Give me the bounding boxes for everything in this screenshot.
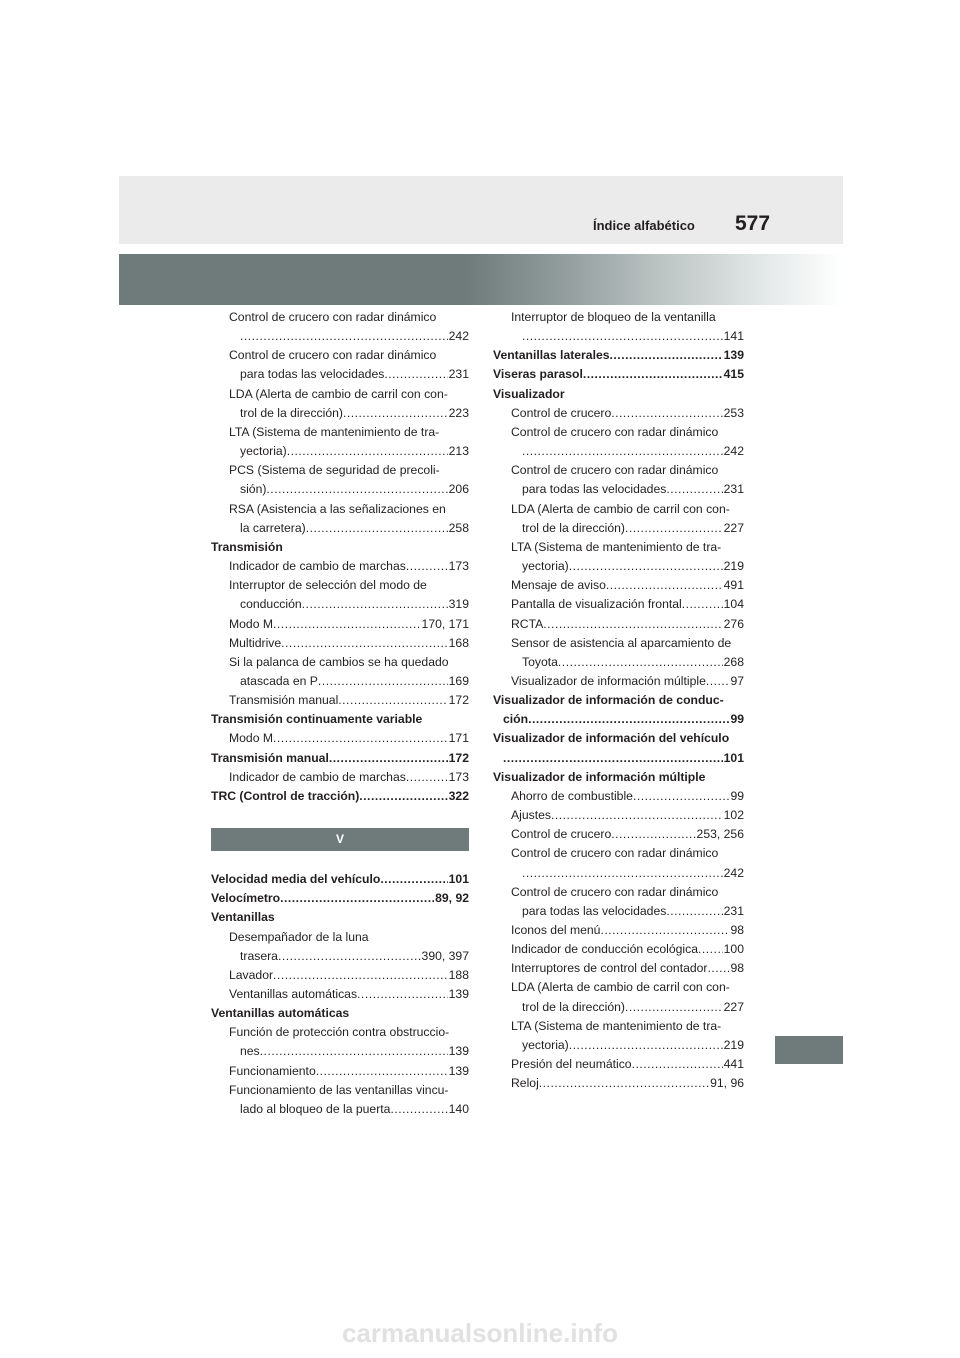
leader-dots xyxy=(698,940,723,959)
leader-dots xyxy=(503,749,723,768)
index-entry xyxy=(493,749,744,768)
leader-dots xyxy=(343,404,448,423)
index-entry xyxy=(211,768,469,787)
entry-page-number: 102 xyxy=(723,808,744,823)
index-entry xyxy=(493,308,744,327)
index-entry xyxy=(211,346,469,365)
entry-text: Interruptores de control del contador xyxy=(511,961,708,976)
index-entry xyxy=(493,940,744,959)
entry-text: LTA (Sistema de mantenimiento de tra- xyxy=(229,424,440,439)
entry-text: para todas las velocidades xyxy=(522,482,667,497)
leader-dots xyxy=(682,595,723,614)
leader-dots xyxy=(390,1100,447,1119)
index-entry xyxy=(211,691,469,710)
entry-text: Control de crucero con radar dinámico xyxy=(229,348,437,363)
entry-text: trol de la dirección) xyxy=(522,520,625,535)
leader-dots xyxy=(287,442,448,461)
entry-page-number: 101 xyxy=(448,872,469,887)
index-entry xyxy=(211,576,469,595)
index-entry xyxy=(211,889,469,908)
index-entry xyxy=(211,1023,469,1042)
entry-page-number: 141 xyxy=(723,329,744,344)
entry-page-number: 253 xyxy=(723,405,744,420)
entry-text: Función de protección contra obstruccio- xyxy=(229,1025,450,1040)
index-column-left xyxy=(211,308,469,1119)
entry-page-number: 415 xyxy=(723,367,744,382)
entry-text: Ventanillas laterales xyxy=(493,348,610,363)
index-entry xyxy=(493,902,744,921)
leader-dots xyxy=(543,615,722,634)
entry-page-number: 139 xyxy=(448,1044,469,1059)
index-entry xyxy=(493,365,744,384)
index-list xyxy=(211,308,469,806)
entry-text: LDA (Alerta de cambio de carril con con- xyxy=(511,501,730,516)
entry-text: LDA (Alerta de cambio de carril con con- xyxy=(229,386,448,401)
entry-text: trasera xyxy=(240,948,278,963)
entry-text: Indicador de conducción ecológica xyxy=(511,942,699,957)
entry-text: Control de crucero con radar dinámico xyxy=(511,463,719,478)
index-entry xyxy=(211,966,469,985)
index-entry xyxy=(211,327,469,346)
index-entry xyxy=(493,538,744,557)
entry-text: Sensor de asistencia al aparcamiento de xyxy=(511,635,732,650)
entry-page-number: 172 xyxy=(448,750,469,765)
entry-page-number: 139 xyxy=(448,987,469,1001)
leader-dots xyxy=(384,365,447,384)
entry-page-number: 171 xyxy=(448,731,469,746)
index-entry xyxy=(211,385,469,404)
index-entry xyxy=(493,691,744,710)
entry-text: Modo M xyxy=(229,616,274,631)
index-entry xyxy=(211,538,469,557)
entry-page-number: 231 xyxy=(723,482,744,497)
index-entry xyxy=(493,672,744,691)
entry-page-number: 491 xyxy=(723,578,744,593)
entry-page-number: 231 xyxy=(448,367,469,382)
section-title: Índice alfabético xyxy=(593,218,695,233)
index-entry xyxy=(211,557,469,576)
page-number: 577 xyxy=(735,212,771,235)
entry-page-number: 139 xyxy=(723,348,744,363)
leader-dots xyxy=(318,672,448,691)
entry-page-number: 173 xyxy=(448,769,469,784)
entry-text: Si la palanca de cambios se ha quedado xyxy=(229,654,449,669)
leader-dots xyxy=(273,615,421,634)
leader-dots xyxy=(522,864,723,883)
index-entry xyxy=(211,870,469,889)
leader-dots xyxy=(522,327,723,346)
entry-page-number: 253, 256 xyxy=(696,827,744,842)
index-entry xyxy=(211,480,469,499)
entry-text: Transmisión continuamente variable xyxy=(211,712,423,727)
leader-dots xyxy=(583,365,723,384)
index-entry xyxy=(493,595,744,614)
entry-page-number: 231 xyxy=(723,903,744,918)
entry-text: TRC (Control de tracción) xyxy=(211,788,360,803)
entry-text: yectoria) xyxy=(522,1037,569,1052)
entry-page-number: 140 xyxy=(448,1101,469,1116)
index-entry xyxy=(211,1081,469,1100)
leader-dots xyxy=(278,947,421,966)
entry-page-number: 168 xyxy=(448,635,469,650)
entry-text: Transmisión manual xyxy=(229,693,339,708)
index-entry xyxy=(493,423,744,442)
section-letter-bar: V xyxy=(211,828,469,851)
entry-text: Multidrive xyxy=(229,635,282,650)
index-entry xyxy=(211,595,469,614)
entry-text: Ventanillas automáticas xyxy=(211,1006,350,1021)
entry-text: RCTA xyxy=(511,616,544,631)
entry-text: RSA (Asistencia a las señalizaciones en xyxy=(229,501,446,516)
entry-text: Funcionamiento de las ventanillas vincu- xyxy=(229,1082,449,1097)
entry-text: Velocímetro xyxy=(211,891,281,906)
index-entry xyxy=(211,985,469,1004)
index-entry xyxy=(493,385,744,404)
index-entry xyxy=(493,615,744,634)
index-entry xyxy=(493,653,744,672)
entry-page-number: 172 xyxy=(448,693,469,708)
entry-text: Visualizador xyxy=(493,386,565,401)
index-entry xyxy=(493,576,744,595)
index-entry xyxy=(211,1062,469,1081)
entry-page-number: 258 xyxy=(448,520,469,535)
index-list xyxy=(211,870,469,1119)
index-entry xyxy=(211,729,469,748)
entry-text: para todas las velocidades xyxy=(522,903,667,918)
entry-text: atascada en P xyxy=(240,673,318,688)
index-entry xyxy=(493,768,744,787)
entry-page-number: 100 xyxy=(723,942,744,957)
index-entry xyxy=(493,959,744,978)
entry-page-number: 206 xyxy=(448,482,469,497)
entry-text: Reloj xyxy=(511,1076,539,1091)
entry-text: Visualizador de información múltiple xyxy=(511,673,706,688)
entry-text: Modo M xyxy=(229,731,274,746)
index-entry xyxy=(211,615,469,634)
leader-dots xyxy=(625,998,723,1017)
entry-page-number: 173 xyxy=(448,559,469,574)
entry-page-number: 242 xyxy=(723,444,744,459)
leader-dots xyxy=(260,1042,448,1061)
index-entry xyxy=(493,710,744,729)
entry-text: LDA (Alerta de cambio de carril con con- xyxy=(511,980,730,995)
entry-page-number: 219 xyxy=(723,1037,744,1052)
index-entry xyxy=(211,1004,469,1023)
entry-text: Control de crucero con radar dinámico xyxy=(229,310,437,324)
entry-text: Ajustes xyxy=(511,808,551,823)
entry-text: trol de la dirección) xyxy=(240,405,343,420)
entry-page-number: 242 xyxy=(448,329,469,344)
entry-text: Funcionamiento xyxy=(229,1063,316,1078)
leader-dots xyxy=(707,959,729,978)
leader-dots xyxy=(302,595,448,614)
leader-dots xyxy=(522,442,723,461)
entry-text: Transmisión manual xyxy=(211,750,329,765)
leader-dots xyxy=(706,672,730,691)
entry-text: Presión del neumático xyxy=(511,1057,632,1072)
leader-dots xyxy=(611,404,722,423)
entry-text: Visualizador de información de conduc- xyxy=(493,693,724,708)
leader-dots xyxy=(359,787,447,806)
entry-text: Velocidad media del vehículo xyxy=(211,872,381,887)
leader-dots xyxy=(569,1036,723,1055)
leader-dots xyxy=(273,729,448,748)
index-entry xyxy=(211,1042,469,1061)
leader-dots xyxy=(329,749,448,768)
entry-text: yectoria) xyxy=(522,559,569,574)
index-entry xyxy=(493,998,744,1017)
entry-page-number: 99 xyxy=(730,712,744,727)
entry-text: yectoria) xyxy=(240,444,287,459)
entry-text: Visualizador de información del vehículo xyxy=(493,731,730,746)
entry-text: sión) xyxy=(240,482,267,497)
index-entry xyxy=(493,864,744,883)
index-entry xyxy=(493,883,744,902)
entry-page-number: 268 xyxy=(723,654,744,669)
entry-page-number: 101 xyxy=(723,750,744,765)
entry-page-number: 319 xyxy=(448,597,469,612)
entry-page-number: 213 xyxy=(448,444,469,459)
entry-text: Lavador xyxy=(229,967,274,982)
leader-dots xyxy=(380,870,447,889)
leader-dots xyxy=(281,634,448,653)
leader-dots xyxy=(357,985,448,1004)
leader-dots xyxy=(551,806,723,825)
index-column-right xyxy=(493,308,744,1093)
entry-page-number: 169 xyxy=(448,673,469,688)
index-entry xyxy=(493,557,744,576)
entry-text: Desempañador de la luna xyxy=(229,929,369,944)
entry-text: Visualizador de información múltiple xyxy=(493,769,706,784)
entry-page-number: 227 xyxy=(723,520,744,535)
entry-text: Toyota xyxy=(522,654,558,669)
entry-text: PCS (Sistema de seguridad de precoli- xyxy=(229,463,440,478)
entry-text: Mensaje de aviso xyxy=(511,578,606,593)
entry-text: para todas las velocidades xyxy=(240,367,385,382)
leader-dots xyxy=(266,480,447,499)
entry-page-number: 441 xyxy=(723,1057,744,1072)
watermark: carmanualsonline.info xyxy=(342,1318,618,1348)
chapter-side-tab xyxy=(775,1036,843,1064)
entry-text: Viseras parasol xyxy=(493,367,583,382)
index-entry xyxy=(493,327,744,346)
index-entry xyxy=(211,442,469,461)
entry-text: Control de crucero con radar dinámico xyxy=(511,846,719,861)
leader-dots xyxy=(666,902,722,921)
leader-dots xyxy=(273,966,448,985)
leader-dots xyxy=(406,557,448,576)
entry-page-number: 219 xyxy=(723,559,744,574)
index-entry xyxy=(493,461,744,480)
index-entry xyxy=(493,346,744,365)
index-entry xyxy=(493,921,744,940)
leader-dots xyxy=(569,557,723,576)
index-entry xyxy=(493,978,744,997)
entry-page-number: 242 xyxy=(723,865,744,880)
index-entry xyxy=(211,947,469,966)
leader-dots xyxy=(240,327,448,346)
index-entry xyxy=(211,404,469,423)
index-list xyxy=(493,308,744,1093)
entry-page-number: 390, 397 xyxy=(421,948,469,963)
index-entry xyxy=(211,710,469,729)
entry-text: Ventanillas automáticas xyxy=(229,987,358,1001)
entry-text: ción xyxy=(503,712,529,727)
index-entry xyxy=(493,787,744,806)
entry-text: Control de crucero con radar dinámico xyxy=(511,424,719,439)
entry-page-number: 99 xyxy=(730,788,744,803)
index-entry xyxy=(211,634,469,653)
leader-dots xyxy=(611,825,695,844)
entry-text: LTA (Sistema de mantenimiento de tra- xyxy=(511,539,722,554)
entry-page-number: 223 xyxy=(448,405,469,420)
leader-dots xyxy=(528,710,729,729)
leader-dots xyxy=(280,889,434,908)
leader-dots xyxy=(406,768,448,787)
entry-page-number: 276 xyxy=(723,616,744,631)
index-entry xyxy=(211,519,469,538)
index-entry xyxy=(211,1100,469,1119)
entry-text: Ventanillas xyxy=(211,910,275,925)
entry-text: la carretera) xyxy=(240,520,306,535)
leader-dots xyxy=(666,480,722,499)
entry-page-number: 227 xyxy=(723,999,744,1014)
entry-page-number: 188 xyxy=(448,967,469,982)
index-entry xyxy=(211,653,469,672)
entry-page-number: 89, 92 xyxy=(435,891,469,906)
index-entry xyxy=(493,634,744,653)
leader-dots xyxy=(316,1062,448,1081)
entry-text: Interruptor de selección del modo de xyxy=(229,578,427,593)
entry-page-number: 91, 96 xyxy=(710,1076,744,1091)
entry-text: Ahorro de combustible xyxy=(511,788,633,803)
index-entry xyxy=(493,1074,744,1093)
index-entry xyxy=(493,1017,744,1036)
leader-dots xyxy=(632,1055,723,1074)
index-entry xyxy=(493,442,744,461)
index-entry xyxy=(493,1055,744,1074)
leader-dots xyxy=(606,576,723,595)
entry-text: lado al bloqueo de la puerta xyxy=(240,1101,391,1116)
index-entry xyxy=(211,461,469,480)
entry-page-number: 104 xyxy=(723,597,744,612)
entry-page-number: 170, 171 xyxy=(421,616,469,631)
entry-page-number: 98 xyxy=(730,923,744,937)
index-entry xyxy=(211,365,469,384)
entry-text: Control de crucero xyxy=(511,405,612,420)
index-entry xyxy=(493,480,744,499)
entry-text: trol de la dirección) xyxy=(522,999,625,1014)
entry-text: Control de crucero con radar dinámico xyxy=(511,884,719,899)
entry-text: nes xyxy=(240,1044,260,1059)
entry-text: Indicador de cambio de marchas xyxy=(229,769,406,784)
entry-page-number: 98 xyxy=(730,961,744,976)
index-entry xyxy=(493,404,744,423)
leader-dots xyxy=(625,519,723,538)
entry-page-number: 322 xyxy=(448,788,469,803)
decorative-gradient-bar xyxy=(119,254,843,305)
leader-dots xyxy=(306,519,448,538)
index-entry xyxy=(211,672,469,691)
entry-text: Interruptor de bloqueo de la ventanilla xyxy=(511,310,716,324)
index-entry xyxy=(493,844,744,863)
index-entry xyxy=(493,1036,744,1055)
entry-page-number: 139 xyxy=(448,1063,469,1078)
leader-dots xyxy=(600,921,729,940)
index-entry xyxy=(493,825,744,844)
index-entry xyxy=(211,423,469,442)
entry-text: Control de crucero xyxy=(511,827,612,842)
entry-text: LTA (Sistema de mantenimiento de tra- xyxy=(511,1018,722,1033)
index-entry xyxy=(493,806,744,825)
leader-dots xyxy=(610,346,723,365)
leader-dots xyxy=(633,787,729,806)
index-entry xyxy=(211,308,469,327)
index-entry xyxy=(211,787,469,806)
index-entry xyxy=(493,500,744,519)
entry-text: Pantalla de visualización frontal xyxy=(511,597,682,612)
index-entry xyxy=(211,500,469,519)
entry-page-number: 97 xyxy=(730,673,744,688)
entry-text: conducción xyxy=(240,597,302,612)
leader-dots xyxy=(558,653,723,672)
leader-dots xyxy=(539,1074,709,1093)
leader-dots xyxy=(338,691,447,710)
index-entry xyxy=(211,749,469,768)
entry-text: Iconos del menú xyxy=(511,923,601,937)
entry-text: Indicador de cambio de marchas xyxy=(229,559,406,574)
index-entry xyxy=(211,928,469,947)
entry-text: Transmisión xyxy=(211,539,283,554)
index-entry xyxy=(493,519,744,538)
index-entry xyxy=(211,908,469,927)
index-entry xyxy=(493,729,744,748)
